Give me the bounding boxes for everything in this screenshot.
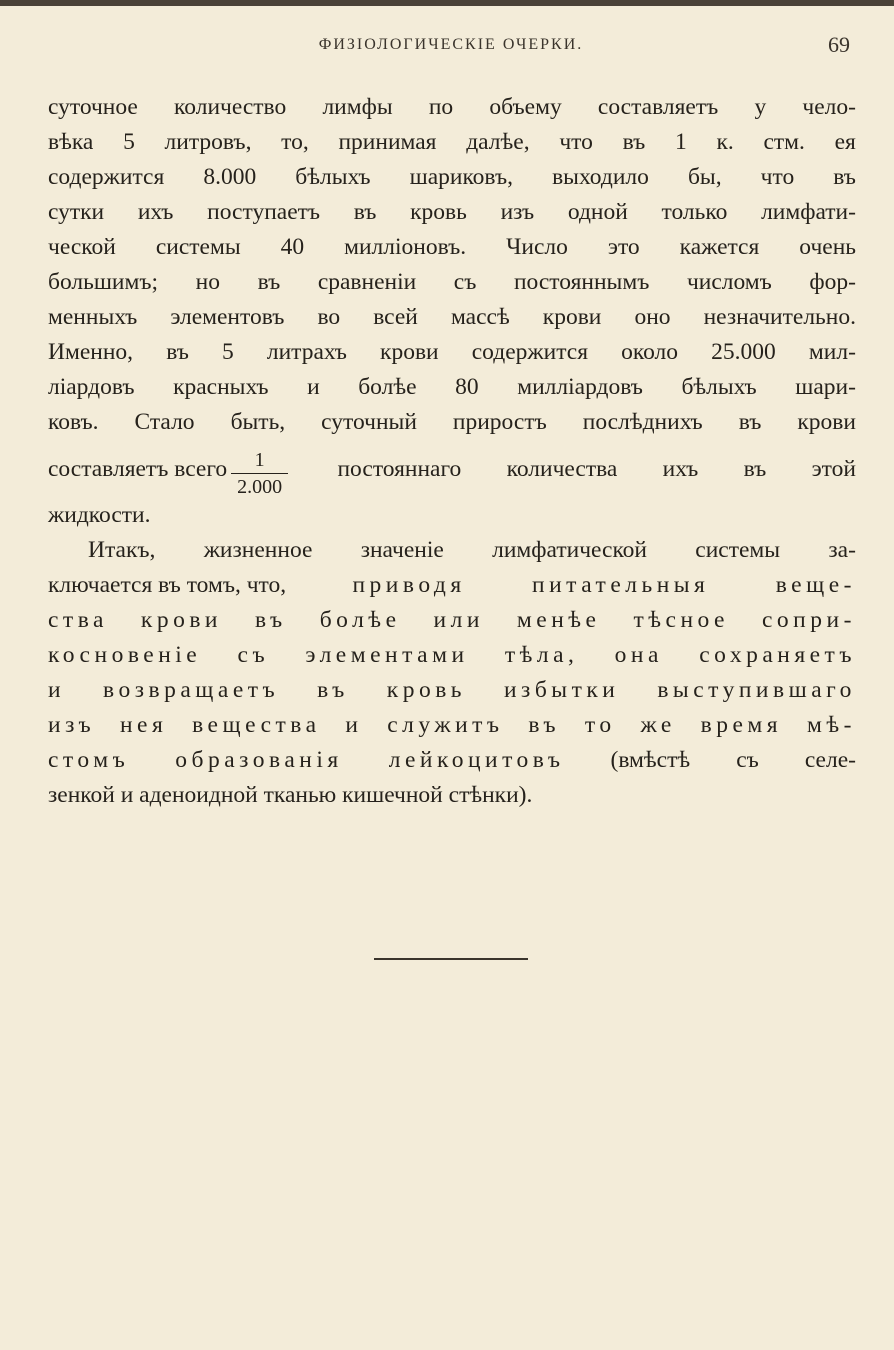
word: только — [661, 199, 728, 225]
word: приростъ — [452, 409, 547, 435]
word: болѣе — [319, 607, 401, 633]
word: тѣсное — [633, 607, 729, 633]
word: по — [428, 94, 454, 120]
word: постояннымъ — [513, 269, 650, 295]
word: косновеніе — [48, 642, 202, 668]
word: лейкоцитовъ — [388, 747, 565, 773]
text-line — [48, 405, 856, 440]
text-line — [48, 673, 856, 708]
word: лимфатической — [492, 537, 648, 563]
text-line — [48, 370, 856, 405]
text-line — [48, 195, 856, 230]
word: менѣе — [516, 607, 601, 633]
word: въ — [738, 409, 762, 435]
word: ковъ. — [48, 409, 99, 435]
word: составляетъ — [597, 94, 719, 120]
page-header — [48, 30, 854, 64]
word: и — [48, 677, 66, 703]
word: одной — [567, 199, 628, 225]
word: сохраняетъ — [699, 642, 856, 668]
word: лимфы — [322, 94, 393, 120]
word: суточный — [321, 409, 417, 435]
word: далѣе, — [466, 129, 530, 155]
word: к. — [716, 129, 734, 155]
word: образованія — [175, 747, 343, 773]
word: Стало — [134, 409, 195, 435]
word: системы — [695, 537, 781, 563]
word: кажется — [679, 234, 760, 260]
word: элементовъ — [170, 304, 285, 330]
word: милліардовъ — [517, 374, 643, 400]
word: изъ — [48, 712, 96, 738]
word: у — [754, 94, 767, 120]
word: содержится — [471, 339, 588, 365]
word: крови — [797, 409, 856, 435]
word: за- — [828, 537, 856, 563]
word: мѣ- — [806, 712, 856, 738]
word: ческой — [48, 234, 116, 260]
word: быть, — [230, 409, 286, 435]
text-line-final — [48, 778, 856, 813]
word: сравненіи — [317, 269, 417, 295]
word: 25.000 — [711, 339, 776, 365]
word: фор- — [809, 269, 856, 295]
word: ліардовъ — [48, 374, 135, 400]
word: литровъ, — [164, 129, 252, 155]
word: (вмѣстѣ — [610, 747, 691, 773]
word: Итакъ, — [88, 537, 156, 563]
word: милліоновъ. — [344, 234, 467, 260]
word: числомъ — [686, 269, 772, 295]
word: съ — [453, 269, 477, 295]
word: ихъ — [662, 455, 699, 482]
word: крови — [380, 339, 439, 365]
word: въ — [166, 339, 189, 365]
word: зенкой и аденоидной тканью кишечной стѣнки). — [48, 782, 533, 808]
word: значеніе — [360, 537, 444, 563]
word: оно — [634, 304, 671, 330]
word: въ — [317, 677, 349, 703]
word: то, — [281, 129, 309, 155]
fraction — [231, 450, 288, 497]
page-number: 69 — [828, 32, 850, 57]
fraction-numerator: 1 — [254, 448, 265, 471]
word: время — [700, 712, 783, 738]
word: нея — [119, 712, 168, 738]
word: чело- — [802, 94, 856, 120]
text-line — [48, 533, 856, 568]
text-line — [48, 708, 856, 743]
top-border-rule — [0, 0, 894, 6]
word: шари- — [795, 374, 856, 400]
word: веще- — [775, 572, 856, 598]
word: всей — [373, 304, 418, 330]
word: около — [621, 339, 679, 365]
word: кровь — [386, 677, 467, 703]
text-line — [48, 568, 856, 603]
word: она — [614, 642, 663, 668]
word: служитъ — [387, 712, 504, 738]
word: въ — [255, 607, 287, 633]
word: незначительно. — [703, 304, 856, 330]
word: стм. — [763, 129, 805, 155]
word: въ — [353, 199, 377, 225]
word: мил- — [808, 339, 856, 365]
word: вещества — [192, 712, 321, 738]
word: менныхъ — [48, 304, 138, 330]
word: бѣлыхъ — [295, 164, 371, 190]
text-line — [48, 335, 856, 370]
word: въ — [743, 455, 767, 482]
word: этой — [811, 455, 856, 482]
word: возвращаетъ — [103, 677, 280, 703]
word: 5 — [123, 129, 135, 155]
text-line-fraction — [48, 440, 856, 498]
word: избытки — [503, 677, 620, 703]
word: то — [584, 712, 616, 738]
word: во — [317, 304, 341, 330]
word: съ — [237, 642, 270, 668]
word: кровь — [410, 199, 467, 225]
word: выступившаго — [657, 677, 856, 703]
body-text — [48, 90, 856, 813]
text-line — [48, 265, 856, 300]
word: стомъ — [48, 747, 130, 773]
fraction-denominator: 2.000 — [231, 473, 288, 497]
text-line — [48, 300, 856, 335]
text-line — [48, 638, 856, 673]
word: что — [760, 164, 795, 190]
word: содержится — [48, 164, 165, 190]
word: жидкости. — [48, 502, 151, 528]
word: Именно, — [48, 339, 134, 365]
end-rule — [374, 958, 528, 960]
word: постояннаго — [337, 455, 462, 482]
word: ства — [48, 607, 108, 633]
word: послѣднихъ — [582, 409, 703, 435]
running-head: ФИЗІОЛОГИЧЕСКІЕ ОЧЕРКИ. — [318, 36, 584, 53]
text-line — [48, 743, 856, 778]
word: тѣла, — [504, 642, 579, 668]
text-line — [48, 125, 856, 160]
word: составляетъ всего — [48, 455, 228, 482]
word: ея — [834, 129, 856, 155]
word: ключается въ томъ, что, — [48, 572, 287, 598]
word: массѣ — [450, 304, 510, 330]
word: въ — [622, 129, 646, 155]
word: красныхъ — [173, 374, 269, 400]
text-line-final — [48, 498, 856, 533]
word: ихъ — [137, 199, 174, 225]
word: бы, — [687, 164, 722, 190]
word: принимая — [338, 129, 437, 155]
word: объему — [489, 94, 562, 120]
word: выходило — [552, 164, 649, 190]
word: 8.000 — [203, 164, 257, 190]
word: количество — [174, 94, 287, 120]
word: сопри- — [762, 607, 856, 633]
word: литрахъ — [266, 339, 347, 365]
word: сутки — [48, 199, 105, 225]
word: лимфати- — [761, 199, 856, 225]
word: въ — [833, 164, 856, 190]
word: 5 — [221, 339, 234, 365]
word: большимъ; — [48, 269, 159, 295]
word: изъ — [500, 199, 535, 225]
word: шариковъ, — [409, 164, 513, 190]
word: питательныя — [532, 572, 710, 598]
paragraph-2 — [48, 533, 856, 813]
word: и — [307, 374, 320, 400]
word: жизненное — [203, 537, 313, 563]
word: же — [640, 712, 676, 738]
word: въ — [528, 712, 561, 738]
word: 80 — [455, 374, 479, 400]
word: селе- — [804, 747, 856, 773]
word: бѣлыхъ — [681, 374, 757, 400]
word: элементами — [305, 642, 469, 668]
word: что — [559, 129, 593, 155]
word: крови — [140, 607, 223, 633]
word: суточное — [48, 94, 138, 120]
text-line — [48, 90, 856, 125]
word: но — [195, 269, 220, 295]
word: системы — [155, 234, 241, 260]
word: 1 — [674, 129, 687, 155]
word: приводя — [352, 572, 466, 598]
word: или — [433, 607, 484, 633]
word: 40 — [280, 234, 305, 260]
word: въ — [257, 269, 281, 295]
word: вѣка — [48, 129, 94, 155]
text-line — [48, 603, 856, 638]
word: это — [607, 234, 640, 260]
word: и — [345, 712, 363, 738]
word: съ — [736, 747, 759, 773]
text-line — [48, 160, 856, 195]
paragraph-1 — [48, 90, 856, 533]
word: очень — [799, 234, 856, 260]
word: болѣе — [358, 374, 417, 400]
text-line — [48, 230, 856, 265]
word: крови — [542, 304, 602, 330]
word: Число — [506, 234, 568, 260]
word: количества — [506, 455, 618, 482]
word: поступаетъ — [207, 199, 321, 225]
